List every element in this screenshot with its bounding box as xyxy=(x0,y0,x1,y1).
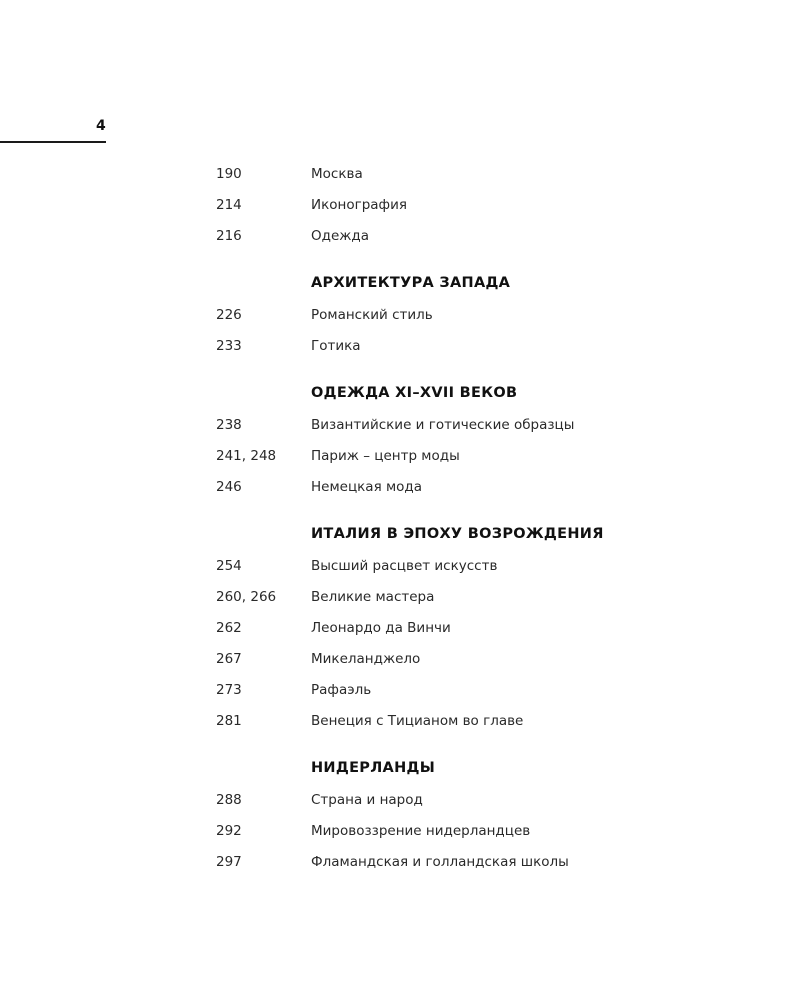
toc-entry-pages: 216 xyxy=(216,227,242,244)
toc-entry[interactable] xyxy=(216,440,776,471)
toc-entry[interactable] xyxy=(216,815,776,846)
toc-entry[interactable] xyxy=(216,643,776,674)
toc-entry-title: Немецкая мода xyxy=(311,478,423,495)
toc-entry-pages: 267 xyxy=(216,650,242,667)
toc-entry[interactable] xyxy=(216,846,776,877)
toc-entry[interactable] xyxy=(216,612,776,643)
toc-entry-title: Москва xyxy=(311,165,363,182)
toc-entry-title: Романский стиль xyxy=(311,306,433,323)
toc-entry-pages: 281 xyxy=(216,712,242,729)
toc-section-continuation xyxy=(216,158,776,251)
toc-entry-title: Фламандская и голландская школы xyxy=(311,853,569,870)
toc-entry-title: Микеланджело xyxy=(311,650,421,667)
table-of-contents xyxy=(216,158,776,877)
toc-entry-title: Париж – центр моды xyxy=(311,447,460,464)
page-number: 4 xyxy=(96,118,106,134)
toc-entry-title: Одежда xyxy=(311,227,370,244)
toc-entry[interactable] xyxy=(216,189,776,220)
toc-entry[interactable] xyxy=(216,674,776,705)
toc-entry-title: Великие мастера xyxy=(311,588,435,605)
toc-entry[interactable] xyxy=(216,299,776,330)
toc-entry-title: Страна и народ xyxy=(311,791,423,808)
toc-entry[interactable] xyxy=(216,409,776,440)
toc-entry-pages: 273 xyxy=(216,681,242,698)
toc-entry-title: Византийские и готические образцы xyxy=(311,416,575,433)
toc-entry-pages: 214 xyxy=(216,196,242,213)
toc-section-italy-renaissance xyxy=(216,519,776,736)
toc-entry-pages: 288 xyxy=(216,791,242,808)
toc-entry[interactable] xyxy=(216,550,776,581)
toc-section-architecture-west xyxy=(216,268,776,361)
toc-entry-title: Леонардо да Винчи xyxy=(311,619,451,636)
toc-entry[interactable] xyxy=(216,158,776,189)
toc-entry-title: Готика xyxy=(311,337,361,354)
toc-entry-title: Высший расцвет искусств xyxy=(311,557,498,574)
toc-entry-title: Рафаэль xyxy=(311,681,372,698)
toc-section-heading: ИТАЛИЯ В ЭПОХУ ВОЗРОЖДЕНИЯ xyxy=(311,526,604,542)
toc-entry-pages: 238 xyxy=(216,416,242,433)
toc-entry-title: Мировоззрение нидерландцев xyxy=(311,822,531,839)
toc-entry-pages: 241, 248 xyxy=(216,447,277,464)
toc-section-clothing xyxy=(216,378,776,502)
page-number-rule xyxy=(0,141,106,143)
toc-section-heading: ОДЕЖДА XI–XVII ВЕКОВ xyxy=(311,385,518,401)
toc-entry[interactable] xyxy=(216,784,776,815)
toc-entry[interactable] xyxy=(216,330,776,361)
toc-entry-pages: 226 xyxy=(216,306,242,323)
toc-entry-title: Венеция с Тицианом во главе xyxy=(311,712,524,729)
toc-entry[interactable] xyxy=(216,471,776,502)
toc-entry[interactable] xyxy=(216,220,776,251)
toc-entry-pages: 254 xyxy=(216,557,242,574)
toc-entry[interactable] xyxy=(216,705,776,736)
toc-entry-pages: 233 xyxy=(216,337,242,354)
toc-entry-pages: 292 xyxy=(216,822,242,839)
toc-entry-pages: 190 xyxy=(216,165,242,182)
toc-entry-pages: 297 xyxy=(216,853,242,870)
toc-section-heading: АРХИТЕКТУРА ЗАПАДА xyxy=(311,275,511,291)
toc-entry-title: Иконография xyxy=(311,196,407,213)
toc-entry-pages: 246 xyxy=(216,478,242,495)
toc-entry[interactable] xyxy=(216,581,776,612)
toc-entry-pages: 262 xyxy=(216,619,242,636)
toc-section-netherlands xyxy=(216,753,776,877)
toc-entry-pages: 260, 266 xyxy=(216,588,277,605)
toc-section-heading: НИДЕРЛАНДЫ xyxy=(311,760,436,776)
